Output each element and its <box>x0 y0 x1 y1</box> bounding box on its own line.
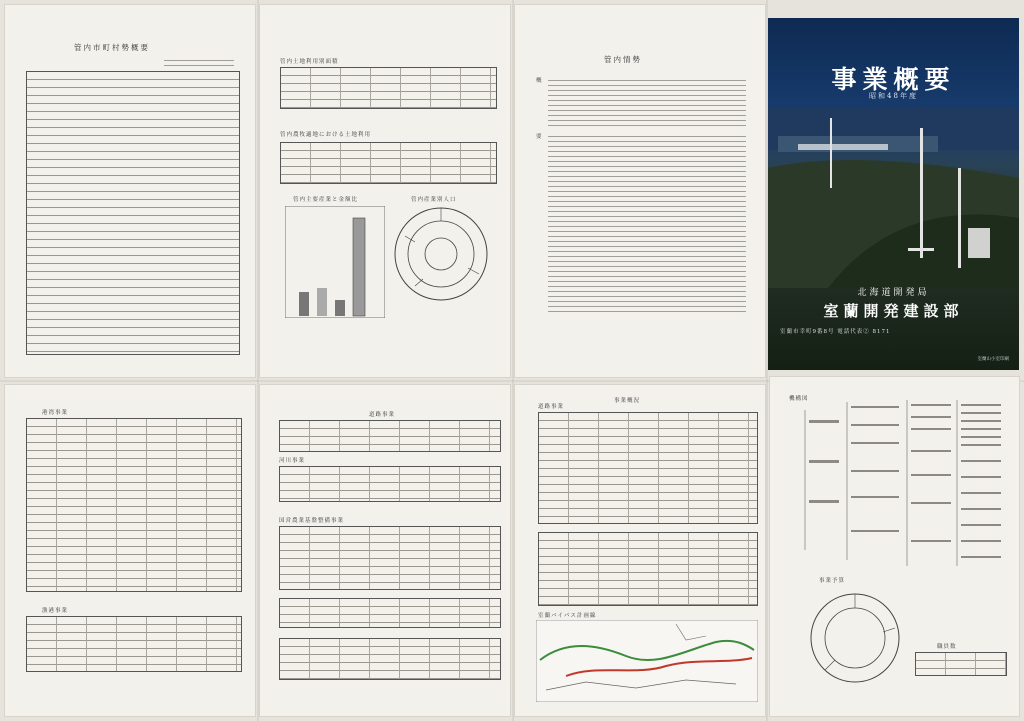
econ-title: 管内主要産業と金額比 <box>293 197 359 203</box>
body-text <box>548 76 746 126</box>
chart-bar <box>335 300 345 316</box>
bar-chart <box>285 206 385 318</box>
budget-title: 事業予算 <box>819 578 846 584</box>
road-title: 道路事業 <box>369 412 396 418</box>
budget-donut-chart <box>805 588 905 688</box>
situation-title: 管内情勢 <box>604 55 642 64</box>
farm-title: 国営農業基盤整備事業 <box>279 518 345 524</box>
source-note <box>164 56 234 70</box>
staff-table <box>915 652 1007 676</box>
cover-panel <box>768 18 1019 370</box>
tower <box>908 248 934 251</box>
chart-bar <box>353 218 365 316</box>
donut-chart <box>391 204 491 304</box>
section-marker: 概 <box>536 78 543 84</box>
farm-table-2 <box>279 598 501 628</box>
fishing-port-title: 漁港事業 <box>42 608 69 614</box>
farm-table-3 <box>279 638 501 680</box>
panel-organization <box>769 376 1020 717</box>
fishing-port-table <box>26 616 242 672</box>
farm-table <box>279 526 501 590</box>
road-detail-table <box>538 412 758 524</box>
building <box>968 228 990 258</box>
tower <box>830 118 832 188</box>
municipality-table <box>26 71 240 355</box>
chart-bar <box>299 292 309 316</box>
org-chart-title: 機構図 <box>789 396 809 402</box>
staff-title: 職員数 <box>937 644 957 650</box>
panel-situation <box>514 4 766 378</box>
panel-municipalities <box>4 4 256 378</box>
agri-title: 管内農牧適地における土地利用 <box>280 132 372 138</box>
land-use-table <box>280 67 497 109</box>
cover-year: 昭和48年度 <box>869 92 918 100</box>
river-title: 河川事業 <box>279 458 306 464</box>
cover-address: 室蘭市幸町9番8号 電話代表② 8171 <box>780 329 891 335</box>
river-table <box>279 466 501 502</box>
panel-land-use <box>259 4 511 378</box>
pop-title: 管内産業別人口 <box>411 197 457 203</box>
tower <box>958 168 961 268</box>
tower <box>920 128 923 258</box>
industrial-photo <box>768 108 1019 288</box>
panel-port <box>4 384 256 717</box>
body-text <box>548 132 746 312</box>
page-title: 管内市町村勢概要 <box>74 43 150 52</box>
road-section-label: 道路事業 <box>538 404 565 410</box>
road-table <box>279 420 501 452</box>
cover-org: 北海道開発局 <box>857 288 930 298</box>
panel-overview <box>514 384 766 717</box>
port-title: 港湾事業 <box>42 410 69 416</box>
overview-title: 事業概況 <box>614 398 641 404</box>
chart-bar <box>317 288 327 316</box>
section-marker: 要 <box>536 134 543 140</box>
printer-name: 室蘭山小室印刷 <box>977 357 1009 362</box>
port-table <box>26 418 242 592</box>
land-use-title: 管内土地利用別面積 <box>280 59 339 65</box>
cover-title: 事業概要 <box>831 65 956 94</box>
bypass-map <box>536 620 758 702</box>
org-chart <box>787 390 1009 568</box>
agri-table <box>280 142 497 184</box>
cover-office: 室蘭開発建設部 <box>823 302 964 320</box>
panel-projects <box>259 384 511 717</box>
road-detail-table-2 <box>538 532 758 606</box>
bypass-map-title: 室蘭バイパス計画線 <box>538 613 597 619</box>
